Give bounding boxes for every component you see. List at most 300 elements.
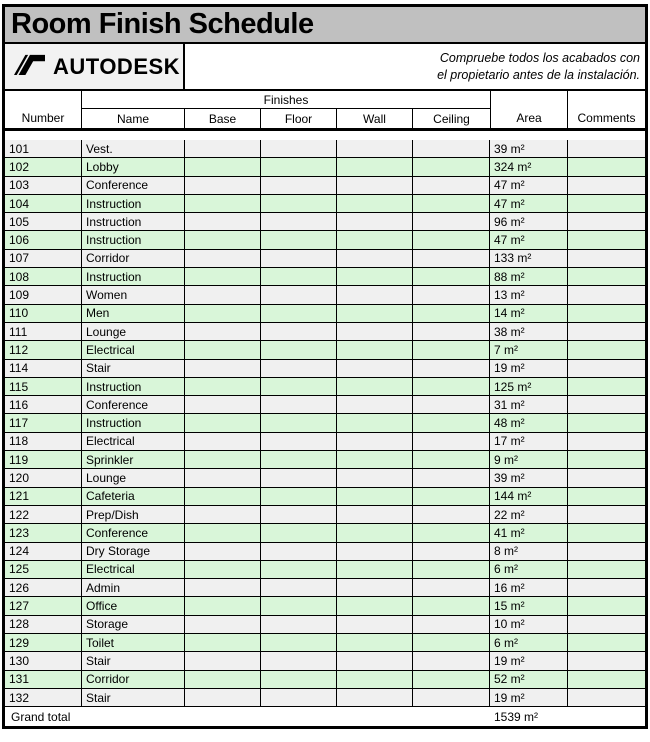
autodesk-logo-text: AUTODESK bbox=[53, 53, 181, 79]
cell-number: 115 bbox=[5, 378, 82, 395]
cell-ceiling bbox=[413, 433, 490, 450]
cell-base bbox=[185, 616, 261, 633]
cell-base bbox=[185, 140, 261, 157]
cell-wall bbox=[337, 689, 413, 706]
table-row bbox=[5, 305, 645, 323]
cell-name: Electrical bbox=[82, 561, 185, 578]
cell-ceiling bbox=[413, 579, 490, 596]
cell-number: 101 bbox=[5, 140, 82, 157]
cell-area: 96 m² bbox=[490, 213, 568, 230]
cell-number: 110 bbox=[5, 305, 82, 322]
cell-wall bbox=[337, 323, 413, 340]
cell-number: 104 bbox=[5, 195, 82, 212]
cell-wall bbox=[337, 231, 413, 248]
cell-area: 31 m² bbox=[490, 396, 568, 413]
cell-area: 14 m² bbox=[490, 305, 568, 322]
cell-ceiling bbox=[413, 506, 490, 523]
cell-base bbox=[185, 506, 261, 523]
cell-comments bbox=[568, 597, 645, 614]
cell-comments bbox=[568, 616, 645, 633]
cell-base bbox=[185, 451, 261, 468]
table-row bbox=[5, 652, 645, 670]
cell-wall bbox=[337, 634, 413, 651]
cell-wall bbox=[337, 433, 413, 450]
cell-area: 17 m² bbox=[490, 433, 568, 450]
cell-floor bbox=[261, 652, 337, 669]
table-row bbox=[5, 506, 645, 524]
cell-comments bbox=[568, 158, 645, 175]
cell-area: 7 m² bbox=[490, 341, 568, 358]
cell-base bbox=[185, 378, 261, 395]
cell-number: 106 bbox=[5, 231, 82, 248]
cell-comments bbox=[568, 561, 645, 578]
cell-area: 10 m² bbox=[490, 616, 568, 633]
cell-wall bbox=[337, 671, 413, 688]
cell-number: 102 bbox=[5, 158, 82, 175]
cell-wall bbox=[337, 616, 413, 633]
cell-floor bbox=[261, 360, 337, 377]
cell-ceiling bbox=[413, 323, 490, 340]
table-row bbox=[5, 671, 645, 689]
table-row bbox=[5, 250, 645, 268]
table-row bbox=[5, 378, 645, 396]
cell-area: 47 m² bbox=[490, 195, 568, 212]
cell-name: Women bbox=[82, 286, 185, 303]
cell-floor bbox=[261, 671, 337, 688]
cell-name: Instruction bbox=[82, 231, 185, 248]
cell-comments bbox=[568, 250, 645, 267]
table-row bbox=[5, 268, 645, 286]
cell-wall bbox=[337, 195, 413, 212]
cell-base bbox=[185, 652, 261, 669]
table-row bbox=[5, 616, 645, 634]
cell-base bbox=[185, 414, 261, 431]
cell-wall bbox=[337, 341, 413, 358]
cell-floor bbox=[261, 305, 337, 322]
cell-ceiling bbox=[413, 488, 490, 505]
cell-ceiling bbox=[413, 250, 490, 267]
cell-ceiling bbox=[413, 213, 490, 230]
note-line-1: Compruebe todos los acabados con bbox=[439, 50, 640, 65]
cell-floor bbox=[261, 433, 337, 450]
table-row bbox=[5, 451, 645, 469]
column-header-floor: Floor bbox=[261, 109, 337, 128]
room-finish-schedule-sheet bbox=[2, 4, 648, 729]
cell-comments bbox=[568, 341, 645, 358]
cell-base bbox=[185, 268, 261, 285]
table-row bbox=[5, 488, 645, 506]
cell-comments bbox=[568, 634, 645, 651]
cell-floor bbox=[261, 268, 337, 285]
cell-comments bbox=[568, 671, 645, 688]
cell-wall bbox=[337, 451, 413, 468]
table-row bbox=[5, 634, 645, 652]
cell-number: 122 bbox=[5, 506, 82, 523]
cell-area: 38 m² bbox=[490, 323, 568, 340]
autodesk-logo bbox=[5, 44, 185, 89]
table-row bbox=[5, 561, 645, 579]
cell-base bbox=[185, 396, 261, 413]
table-header bbox=[5, 91, 645, 131]
cell-number: 125 bbox=[5, 561, 82, 578]
cell-name: Admin bbox=[82, 579, 185, 596]
cell-floor bbox=[261, 414, 337, 431]
cell-wall bbox=[337, 506, 413, 523]
cell-area: 16 m² bbox=[490, 579, 568, 596]
cell-ceiling bbox=[413, 305, 490, 322]
cell-area: 19 m² bbox=[490, 360, 568, 377]
cell-ceiling bbox=[413, 268, 490, 285]
cell-number: 112 bbox=[5, 341, 82, 358]
cell-ceiling bbox=[413, 341, 490, 358]
cell-floor bbox=[261, 177, 337, 194]
cell-comments bbox=[568, 488, 645, 505]
cell-comments bbox=[568, 213, 645, 230]
cell-wall bbox=[337, 469, 413, 486]
cell-area: 15 m² bbox=[490, 597, 568, 614]
cell-comments bbox=[568, 506, 645, 523]
cell-base bbox=[185, 433, 261, 450]
cell-base bbox=[185, 323, 261, 340]
cell-wall bbox=[337, 250, 413, 267]
cell-floor bbox=[261, 158, 337, 175]
cell-wall bbox=[337, 396, 413, 413]
table-row bbox=[5, 689, 645, 707]
cell-wall bbox=[337, 268, 413, 285]
table-row bbox=[5, 213, 645, 231]
cell-base bbox=[185, 524, 261, 541]
cell-wall bbox=[337, 213, 413, 230]
cell-area: 144 m² bbox=[490, 488, 568, 505]
cell-name: Toilet bbox=[82, 634, 185, 651]
cell-base bbox=[185, 597, 261, 614]
cell-wall bbox=[337, 140, 413, 157]
cell-area: 47 m² bbox=[490, 177, 568, 194]
cell-number: 131 bbox=[5, 671, 82, 688]
table-row bbox=[5, 414, 645, 432]
cell-comments bbox=[568, 579, 645, 596]
cell-wall bbox=[337, 360, 413, 377]
cell-wall bbox=[337, 597, 413, 614]
cell-number: 132 bbox=[5, 689, 82, 706]
cell-ceiling bbox=[413, 543, 490, 560]
cell-number: 130 bbox=[5, 652, 82, 669]
cell-ceiling bbox=[413, 451, 490, 468]
cell-comments bbox=[568, 195, 645, 212]
cell-base bbox=[185, 158, 261, 175]
table-body bbox=[5, 131, 645, 707]
cell-floor bbox=[261, 488, 337, 505]
cell-comments bbox=[568, 177, 645, 194]
cell-ceiling bbox=[413, 195, 490, 212]
cell-area: 41 m² bbox=[490, 524, 568, 541]
cell-floor bbox=[261, 561, 337, 578]
cell-number: 127 bbox=[5, 597, 82, 614]
cell-comments bbox=[568, 433, 645, 450]
column-group-finishes: Finishes bbox=[82, 91, 490, 109]
cell-comments bbox=[568, 268, 645, 285]
cell-ceiling bbox=[413, 469, 490, 486]
column-header-area: Area bbox=[490, 91, 568, 128]
table-row bbox=[5, 341, 645, 359]
table-row bbox=[5, 286, 645, 304]
cell-area: 8 m² bbox=[490, 543, 568, 560]
cell-area: 22 m² bbox=[490, 506, 568, 523]
cell-name: Lounge bbox=[82, 469, 185, 486]
cell-base bbox=[185, 634, 261, 651]
cell-base bbox=[185, 250, 261, 267]
cell-ceiling bbox=[413, 561, 490, 578]
cell-area: 48 m² bbox=[490, 414, 568, 431]
cell-name: Instruction bbox=[82, 414, 185, 431]
cell-name: Sprinkler bbox=[82, 451, 185, 468]
cell-base bbox=[185, 231, 261, 248]
cell-area: 52 m² bbox=[490, 671, 568, 688]
cell-name: Electrical bbox=[82, 433, 185, 450]
note bbox=[185, 44, 645, 89]
cell-comments bbox=[568, 140, 645, 157]
column-header-name: Name bbox=[82, 109, 185, 128]
cell-area: 6 m² bbox=[490, 634, 568, 651]
cell-name: Conference bbox=[82, 396, 185, 413]
table-row bbox=[5, 323, 645, 341]
cell-base bbox=[185, 689, 261, 706]
cell-area: 19 m² bbox=[490, 689, 568, 706]
cell-name: Electrical bbox=[82, 341, 185, 358]
cell-base bbox=[185, 195, 261, 212]
cell-base bbox=[185, 543, 261, 560]
cell-comments bbox=[568, 689, 645, 706]
cell-ceiling bbox=[413, 524, 490, 541]
table-row bbox=[5, 543, 645, 561]
cell-comments bbox=[568, 378, 645, 395]
cell-name: Instruction bbox=[82, 378, 185, 395]
cell-name: Instruction bbox=[82, 195, 185, 212]
table-row bbox=[5, 158, 645, 176]
cell-ceiling bbox=[413, 634, 490, 651]
cell-base bbox=[185, 360, 261, 377]
cell-ceiling bbox=[413, 286, 490, 303]
column-header-comments: Comments bbox=[577, 111, 636, 125]
table-row bbox=[5, 433, 645, 451]
cell-ceiling bbox=[413, 360, 490, 377]
cell-area: 19 m² bbox=[490, 652, 568, 669]
cell-floor bbox=[261, 543, 337, 560]
note-line-2: el propietario antes de la instalación. bbox=[437, 67, 640, 82]
cell-base bbox=[185, 177, 261, 194]
cell-ceiling bbox=[413, 378, 490, 395]
cell-floor bbox=[261, 140, 337, 157]
cell-ceiling bbox=[413, 177, 490, 194]
column-header-ceiling: Ceiling bbox=[433, 111, 470, 126]
cell-area: 6 m² bbox=[490, 561, 568, 578]
cell-area: 13 m² bbox=[490, 286, 568, 303]
cell-number: 111 bbox=[5, 323, 82, 340]
cell-wall bbox=[337, 652, 413, 669]
cell-floor bbox=[261, 378, 337, 395]
cell-wall bbox=[337, 524, 413, 541]
cell-name: Stair bbox=[82, 652, 185, 669]
column-header-base: Base bbox=[185, 109, 261, 128]
cell-number: 108 bbox=[5, 268, 82, 285]
cell-name: Instruction bbox=[82, 268, 185, 285]
table-row bbox=[5, 360, 645, 378]
cell-comments bbox=[568, 543, 645, 560]
cell-floor bbox=[261, 213, 337, 230]
cell-number: 117 bbox=[5, 414, 82, 431]
cell-ceiling bbox=[413, 158, 490, 175]
cell-name: Lounge bbox=[82, 323, 185, 340]
cell-number: 126 bbox=[5, 579, 82, 596]
cell-floor bbox=[261, 616, 337, 633]
cell-base bbox=[185, 305, 261, 322]
cell-wall bbox=[337, 488, 413, 505]
cell-number: 105 bbox=[5, 213, 82, 230]
cell-wall bbox=[337, 543, 413, 560]
cell-comments bbox=[568, 652, 645, 669]
cell-number: 118 bbox=[5, 433, 82, 450]
cell-number: 120 bbox=[5, 469, 82, 486]
cell-ceiling bbox=[413, 671, 490, 688]
cell-ceiling bbox=[413, 414, 490, 431]
column-header-number: Number bbox=[5, 91, 82, 128]
table-row bbox=[5, 177, 645, 195]
cell-floor bbox=[261, 579, 337, 596]
column-header-wall: Wall bbox=[337, 109, 413, 128]
cell-base bbox=[185, 488, 261, 505]
cell-number: 121 bbox=[5, 488, 82, 505]
cell-area: 125 m² bbox=[490, 378, 568, 395]
cell-ceiling bbox=[413, 231, 490, 248]
cell-base bbox=[185, 341, 261, 358]
cell-comments bbox=[568, 524, 645, 541]
cell-name: Cafeteria bbox=[82, 488, 185, 505]
cell-name: Vest. bbox=[82, 140, 185, 157]
cell-name: Corridor bbox=[82, 671, 185, 688]
cell-floor bbox=[261, 341, 337, 358]
cell-wall bbox=[337, 378, 413, 395]
cell-base bbox=[185, 561, 261, 578]
cell-base bbox=[185, 213, 261, 230]
cell-name: Lobby bbox=[82, 158, 185, 175]
cell-name: Prep/Dish bbox=[82, 506, 185, 523]
cell-comments bbox=[568, 305, 645, 322]
cell-area: 39 m² bbox=[490, 469, 568, 486]
cell-floor bbox=[261, 469, 337, 486]
cell-floor bbox=[261, 195, 337, 212]
cell-ceiling bbox=[413, 597, 490, 614]
cell-area: 39 m² bbox=[490, 140, 568, 157]
cell-comments bbox=[568, 451, 645, 468]
cell-floor bbox=[261, 524, 337, 541]
cell-number: 129 bbox=[5, 634, 82, 651]
cell-floor bbox=[261, 597, 337, 614]
table-row bbox=[5, 579, 645, 597]
cell-ceiling bbox=[413, 652, 490, 669]
cell-ceiling bbox=[413, 396, 490, 413]
cell-floor bbox=[261, 506, 337, 523]
table-row bbox=[5, 231, 645, 249]
cell-name: Storage bbox=[82, 616, 185, 633]
cell-floor bbox=[261, 689, 337, 706]
table-row bbox=[5, 396, 645, 414]
cell-name: Office bbox=[82, 597, 185, 614]
cell-area: 9 m² bbox=[490, 451, 568, 468]
cell-floor bbox=[261, 286, 337, 303]
cell-comments bbox=[568, 396, 645, 413]
cell-floor bbox=[261, 323, 337, 340]
cell-area: 47 m² bbox=[490, 231, 568, 248]
cell-comments bbox=[568, 469, 645, 486]
grand-total-label: Grand total bbox=[11, 709, 71, 724]
cell-base bbox=[185, 286, 261, 303]
cell-number: 123 bbox=[5, 524, 82, 541]
table-row bbox=[5, 195, 645, 213]
table-row bbox=[5, 524, 645, 542]
cell-floor bbox=[261, 250, 337, 267]
cell-base bbox=[185, 469, 261, 486]
cell-name: Conference bbox=[82, 524, 185, 541]
cell-wall bbox=[337, 158, 413, 175]
cell-floor bbox=[261, 634, 337, 651]
cell-ceiling bbox=[413, 140, 490, 157]
cell-number: 114 bbox=[5, 360, 82, 377]
cell-name: Men bbox=[82, 305, 185, 322]
cell-area: 133 m² bbox=[490, 250, 568, 267]
cell-floor bbox=[261, 396, 337, 413]
cell-ceiling bbox=[413, 616, 490, 633]
cell-wall bbox=[337, 579, 413, 596]
cell-number: 107 bbox=[5, 250, 82, 267]
cell-floor bbox=[261, 231, 337, 248]
cell-name: Conference bbox=[82, 177, 185, 194]
cell-wall bbox=[337, 286, 413, 303]
cell-name: Stair bbox=[82, 689, 185, 706]
cell-number: 124 bbox=[5, 543, 82, 560]
cell-base bbox=[185, 671, 261, 688]
cell-comments bbox=[568, 414, 645, 431]
cell-comments bbox=[568, 323, 645, 340]
cell-wall bbox=[337, 177, 413, 194]
cell-number: 116 bbox=[5, 396, 82, 413]
page-title: Room Finish Schedule bbox=[5, 7, 645, 44]
table-row bbox=[5, 140, 645, 158]
cell-name: Corridor bbox=[82, 250, 185, 267]
autodesk-logo-icon bbox=[14, 53, 45, 80]
cell-floor bbox=[261, 451, 337, 468]
cell-base bbox=[185, 579, 261, 596]
cell-wall bbox=[337, 414, 413, 431]
cell-wall bbox=[337, 305, 413, 322]
cell-number: 109 bbox=[5, 286, 82, 303]
grand-total-area: 1539 m² bbox=[494, 709, 539, 724]
cell-comments bbox=[568, 360, 645, 377]
cell-name: Stair bbox=[82, 360, 185, 377]
cell-name: Instruction bbox=[82, 213, 185, 230]
table-row bbox=[5, 597, 645, 615]
cell-area: 324 m² bbox=[490, 158, 568, 175]
grand-total-row bbox=[5, 707, 645, 726]
cell-wall bbox=[337, 561, 413, 578]
cell-ceiling bbox=[413, 689, 490, 706]
table-row bbox=[5, 469, 645, 487]
cell-comments bbox=[568, 231, 645, 248]
brand-row bbox=[5, 44, 645, 91]
cell-number: 128 bbox=[5, 616, 82, 633]
cell-name: Dry Storage bbox=[82, 543, 185, 560]
cell-number: 103 bbox=[5, 177, 82, 194]
cell-comments bbox=[568, 286, 645, 303]
